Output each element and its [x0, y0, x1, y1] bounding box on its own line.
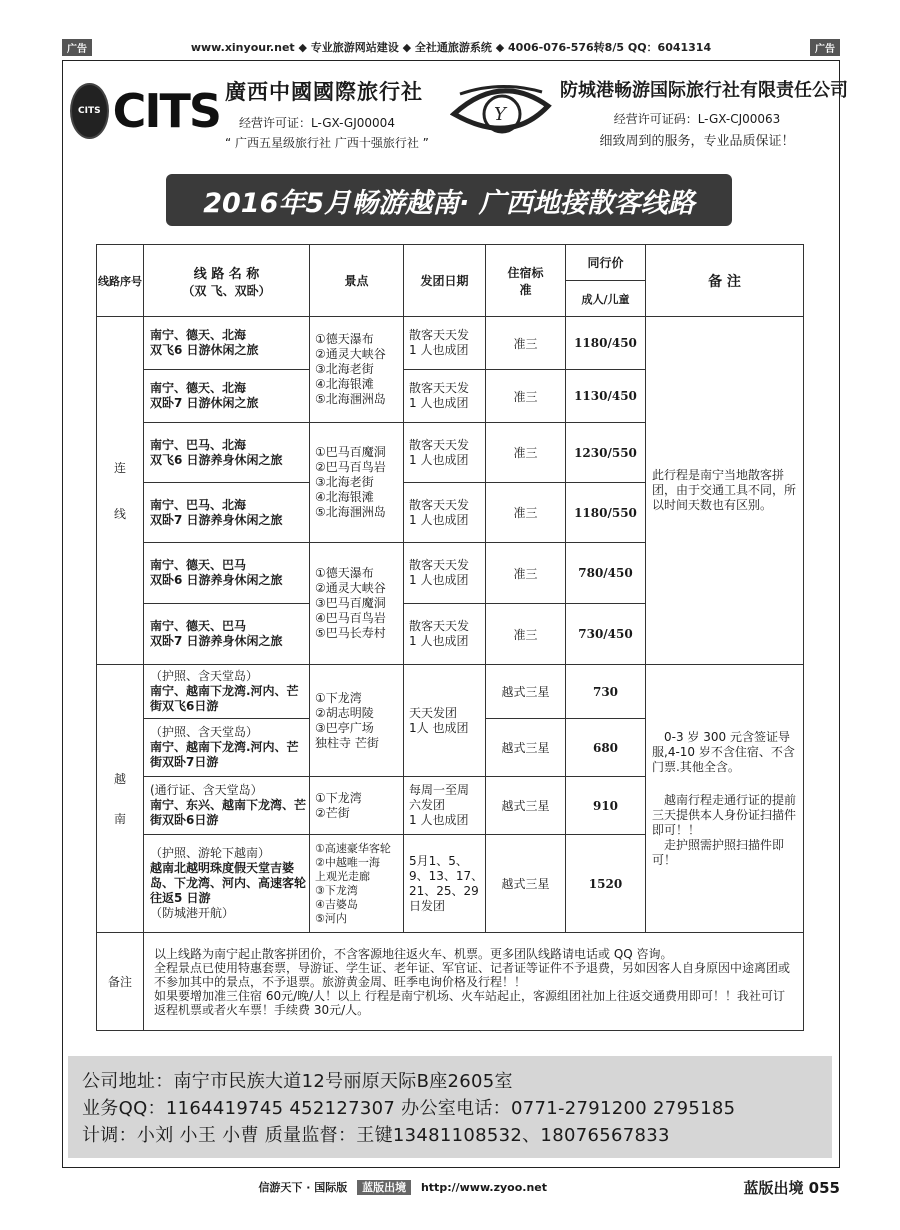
bottom-bar	[62, 1176, 840, 1198]
sights-list: ①下龙湾 ②芒街	[310, 777, 404, 835]
remark-text: 以上线路为南宁起止散客拼团价，不含客源地往返火车、机票。更多团队线路请电话或 QQ 咨询。 全程景点已使用特惠套票，导游证、学生证、老年证、军官证、记者证等证件不予退费，另如因客人自身原因中途离团或不参加其中的景点，不予退票。旅游黄金周、旺季电询价格及行程！！ 如果要增加准三住宿 60元/晚/人！以上 行程是南宁机场、火车站起止，客源组团社加上往返交通费用即可！！我社可订返程机票或者火车票！手续费 30元/人。	[144, 933, 804, 1031]
price: 1230/550	[566, 423, 646, 483]
price: 680	[566, 719, 646, 777]
category-vietnam: 越南	[97, 665, 144, 933]
cits-logo	[70, 76, 220, 146]
route-name: 南宁、德天、北海 双卧7 日游休闲之旅	[144, 370, 310, 423]
sights-list: ①德天瀑布 ②通灵大峡谷 ③巴马百魔洞 ④巴马百鸟岩 ⑤巴马长寿村	[310, 543, 404, 665]
accommodation: 准三	[486, 604, 566, 665]
route-name: （护照、游轮下越南） 越南北越明珠度假天堂吉婆岛、下龙湾、河内、高速客轮往返5 日游 （防城港开航）	[144, 835, 310, 933]
svg-text:Y: Y	[494, 104, 506, 125]
price: 1180/450	[566, 317, 646, 370]
accommodation: 准三	[486, 370, 566, 423]
header-dates: 发团日期	[404, 245, 486, 317]
sights-list: ①高速豪华客轮 ②中越唯一海 上观光走廊 ③下龙湾 ④吉婆岛 ⑤河内	[310, 835, 404, 933]
header-name: 线 路 名 称 （双 飞、双卧）	[144, 245, 310, 317]
header-acc: 住宿标准	[486, 245, 566, 317]
header-price-sub: 成人/儿童	[566, 281, 646, 317]
accommodation: 准三	[486, 543, 566, 604]
cits-company-name: 廣西中國國際旅行社	[225, 79, 423, 104]
accommodation: 越式三星	[486, 777, 566, 835]
departure-date: 5月1、5、 9、13、17、 21、25、29 日发团	[404, 835, 486, 933]
globe-icon: CITS	[70, 83, 109, 139]
remarks-row	[97, 933, 804, 1031]
departure-date: 散客天天发 1 人也成团	[404, 317, 486, 370]
staff-contacts: 计调：小刘 小王 小曹 质量监督：王键13481108532、18076567833	[82, 1125, 670, 1146]
remark-label: 备注	[97, 933, 144, 1031]
routes-table	[96, 244, 804, 1031]
price: 1520	[566, 835, 646, 933]
top-ad-bar	[62, 38, 840, 56]
route-name: 南宁、德天、巴马 双卧6 日游养身休闲之旅	[144, 543, 310, 604]
bottom-tag: 蓝版出境	[357, 1180, 411, 1195]
departure-date: 散客天天发 1 人也成团	[404, 543, 486, 604]
title-banner: 2016年5月畅游越南· 广西地接散客线路	[166, 174, 732, 226]
price: 910	[566, 777, 646, 835]
route-name: 南宁、德天、北海 双飞6 日游休闲之旅	[144, 317, 310, 370]
header-sights: 景点	[310, 245, 404, 317]
page-number: 蓝版出境 055	[743, 1178, 840, 1197]
bottom-left-text: 信游天下 · 国际版	[258, 1181, 348, 1194]
accommodation: 准三	[486, 317, 566, 370]
price: 780/450	[566, 543, 646, 604]
cits-license: 经营许可证：L-GX-GJ00004	[239, 116, 395, 130]
top-ad-text: www.xinyour.net ◆ 专业旅游网站建设 ◆ 全社通旅游系统 ◆ 4006-076-576转8/5 QQ：6041314	[190, 41, 712, 54]
business-contacts: 业务QQ：1164419745 452127307 办公室电话：0771-2791200 2795185	[82, 1098, 736, 1119]
sights-list: ①下龙湾 ②胡志明陵 ③巴亭广场 独柱寺 芒街	[310, 665, 404, 777]
fcg-license: 经营许可证码：L-GX-CJ00063	[613, 112, 781, 126]
route-name: 南宁、巴马、北海 双飞6 日游养身休闲之旅	[144, 423, 310, 483]
lianxian-note: 此行程是南宁当地散客拼团，由于交通工具不同，所以时间天数也有区别。	[646, 317, 804, 665]
accommodation: 越式三星	[486, 665, 566, 719]
accommodation: 准三	[486, 483, 566, 543]
accommodation: 准三	[486, 423, 566, 483]
departure-date: 天天发团 1人 也成团	[404, 665, 486, 777]
price: 1180/550	[566, 483, 646, 543]
cits-info	[225, 76, 455, 151]
header-no: 线路序号	[97, 245, 144, 317]
fcg-slogan: 细致周到的服务，专业品质保证！	[599, 134, 795, 149]
departure-date: 散客天天发 1 人也成团	[404, 483, 486, 543]
accommodation: 越式三星	[486, 719, 566, 777]
header-note: 备 注	[646, 245, 804, 317]
cits-slogan: “ 广西五星级旅行社 广西十强旅行社 ”	[225, 136, 429, 150]
header-price: 同行价	[566, 245, 646, 281]
departure-date: 每周一至周 六发团 1 人也成团	[404, 777, 486, 835]
route-name: 南宁、巴马、北海 双卧7 日游养身休闲之旅	[144, 483, 310, 543]
category-lianxian: 连线	[97, 317, 144, 665]
departure-date: 散客天天发 1 人也成团	[404, 604, 486, 665]
route-name: （护照、含天堂岛） 南宁、越南下龙湾.河内、芒街双卧7日游	[144, 719, 310, 777]
price: 730	[566, 665, 646, 719]
contact-footer	[68, 1056, 832, 1158]
table-row	[97, 665, 804, 719]
fcg-company-name: 防城港畅游国际旅行社有限责任公司	[560, 80, 848, 101]
vietnam-note: 0-3 岁 300 元含签证导服,4-10 岁不含住宿、不含门票.其他全含。 越南行程走通行证的提前三天提供本人身份证扫描件即可！！ 走护照需护照扫描件即可！	[646, 665, 804, 933]
accommodation: 越式三星	[486, 835, 566, 933]
bottom-url[interactable]: http://www.zyoo.net	[420, 1181, 548, 1194]
route-name: 南宁、德天、巴马 双卧7 日游养身休闲之旅	[144, 604, 310, 665]
price: 730/450	[566, 604, 646, 665]
departure-date: 散客天天发 1 人也成团	[404, 370, 486, 423]
departure-date: 散客天天发 1 人也成团	[404, 423, 486, 483]
price: 1130/450	[566, 370, 646, 423]
table-row	[97, 317, 804, 370]
header	[70, 70, 848, 160]
ad-tag-right: 广告	[810, 39, 840, 56]
sights-list: ①德天瀑布 ②通灵大峡谷 ③北海老街 ④北海银滩 ⑤北海涠洲岛	[310, 317, 404, 423]
route-name: （护照、含天堂岛） 南宁、越南下龙湾.河内、芒街双飞6日游	[144, 665, 310, 719]
company-address: 公司地址：南宁市民族大道12号丽原天际B座2605室	[82, 1071, 513, 1092]
route-name: (通行证、含天堂岛） 南宁、东兴、越南下龙湾、芒街双卧6日游	[144, 777, 310, 835]
cits-brand: CITS	[112, 84, 220, 138]
eye-logo-icon	[450, 76, 552, 146]
ad-tag-left: 广告	[62, 39, 92, 56]
fcg-info	[560, 76, 848, 149]
sights-list: ①巴马百魔洞 ②巴马百鸟岩 ③北海老街 ④北海银滩 ⑤北海涠洲岛	[310, 423, 404, 543]
bottom-center	[62, 1179, 743, 1195]
